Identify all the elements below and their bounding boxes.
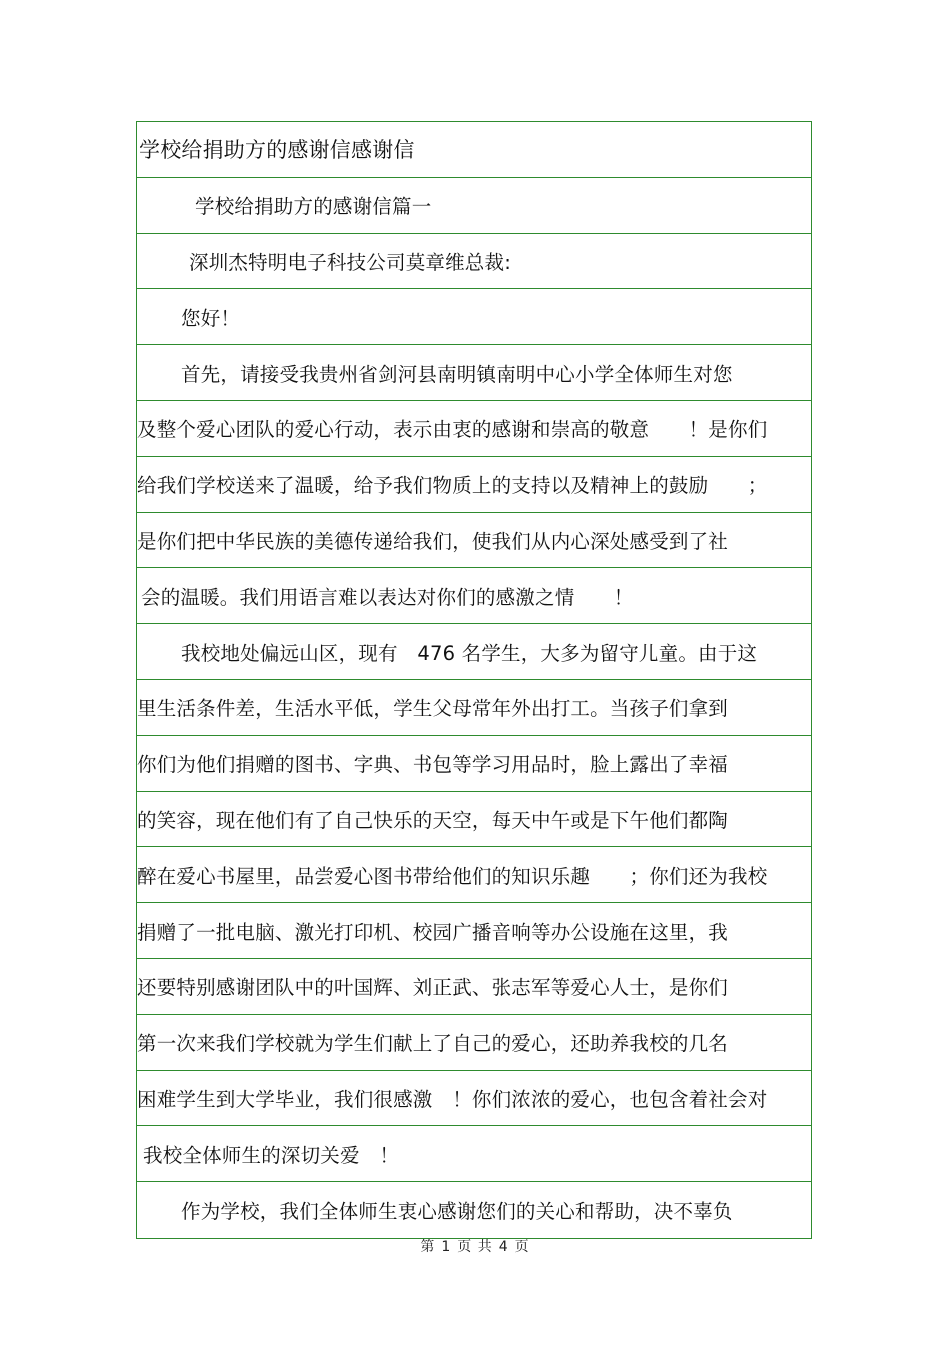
paragraph-line: 第一次来我们学校就为学生们献上了自己的爱心，还助养我校的几名 xyxy=(137,1032,729,1056)
document-row xyxy=(137,792,811,848)
paragraph-line: 你们为他们捐赠的图书、字典、书包等学习用品时，脸上露出了幸福 xyxy=(137,753,729,777)
document-row xyxy=(137,1015,811,1071)
greeting: 您好！ xyxy=(181,306,241,330)
paragraph-line: 的笑容，现在他们有了自己快乐的天空，每天中午或是下午他们都陶 xyxy=(137,808,729,832)
paragraph-line: 醉在爱心书屋里，品尝爱心图书带给他们的知识乐趣 ；你们还为我校 xyxy=(137,864,768,888)
section-heading: 学校给捐助方的感谢信篇一 xyxy=(195,195,432,219)
footer-middle: 页 共 xyxy=(457,1239,493,1255)
paragraph-line: 里生活条件差，生活水平低，学生父母常年外出打工。当孩子们拿到 xyxy=(137,697,729,721)
document-table xyxy=(136,121,812,1239)
footer-prefix: 第 xyxy=(420,1239,436,1255)
paragraph-line: 首先，请接受我贵州省剑河县南明镇南明中心小学全体师生对您 xyxy=(181,362,733,386)
document-row xyxy=(137,847,811,903)
document-row xyxy=(137,903,811,959)
document-row xyxy=(137,1071,811,1127)
document-row xyxy=(137,736,811,792)
paragraph-line: 会的温暖。我们用语言难以表达对你们的感激之情 ！ xyxy=(141,585,634,609)
document-row xyxy=(137,1126,811,1182)
document-row xyxy=(137,122,811,178)
document-row xyxy=(137,345,811,401)
document-row xyxy=(137,289,811,345)
paragraph-line: 我校全体师生的深切关爱 ！ xyxy=(143,1143,400,1167)
page-number: 1 xyxy=(441,1239,452,1255)
paragraph-line: 还要特别感谢团队中的叶国辉、刘正武、张志军等爱心人士，是你们 xyxy=(137,976,729,1000)
paragraph-line: 困难学生到大学毕业，我们很感激 ！你们浓浓的爱心，也包含着社会对 xyxy=(137,1087,768,1111)
document-title: 学校给捐助方的感谢信感谢信 xyxy=(139,138,415,163)
document-row xyxy=(137,178,811,234)
document-row xyxy=(137,513,811,569)
paragraph-line: 是你们把中华民族的美德传递给我们，使我们从内心深处感受到了社 xyxy=(137,529,729,553)
document-row xyxy=(137,457,811,513)
salutation: 深圳杰特明电子科技公司莫章维总裁: xyxy=(189,250,511,274)
document-row xyxy=(137,680,811,736)
paragraph-line: 作为学校，我们全体师生衷心感谢您们的关心和帮助，决不辜负 xyxy=(181,1200,733,1224)
page-footer xyxy=(0,1236,950,1256)
document-row xyxy=(137,234,811,290)
document-row xyxy=(137,959,811,1015)
total-pages: 4 xyxy=(498,1239,509,1255)
footer-suffix: 页 xyxy=(514,1239,530,1255)
document-row xyxy=(137,568,811,624)
paragraph-line: 捐赠了一批电脑、激光打印机、校园广播音响等办公设施在这里，我 xyxy=(137,920,729,944)
document-row xyxy=(137,1182,811,1238)
paragraph-line: 我校地处偏远山区，现有 476 名学生，大多为留守儿童。由于这 xyxy=(181,641,758,665)
document-row xyxy=(137,401,811,457)
paragraph-line: 给我们学校送来了温暖，给予我们物质上的支持以及精神上的鼓励 ； xyxy=(137,474,768,498)
paragraph-line: 及整个爱心团队的爱心行动，表示由衷的感谢和崇高的敬意 ！是你们 xyxy=(137,418,768,442)
document-row xyxy=(137,624,811,680)
